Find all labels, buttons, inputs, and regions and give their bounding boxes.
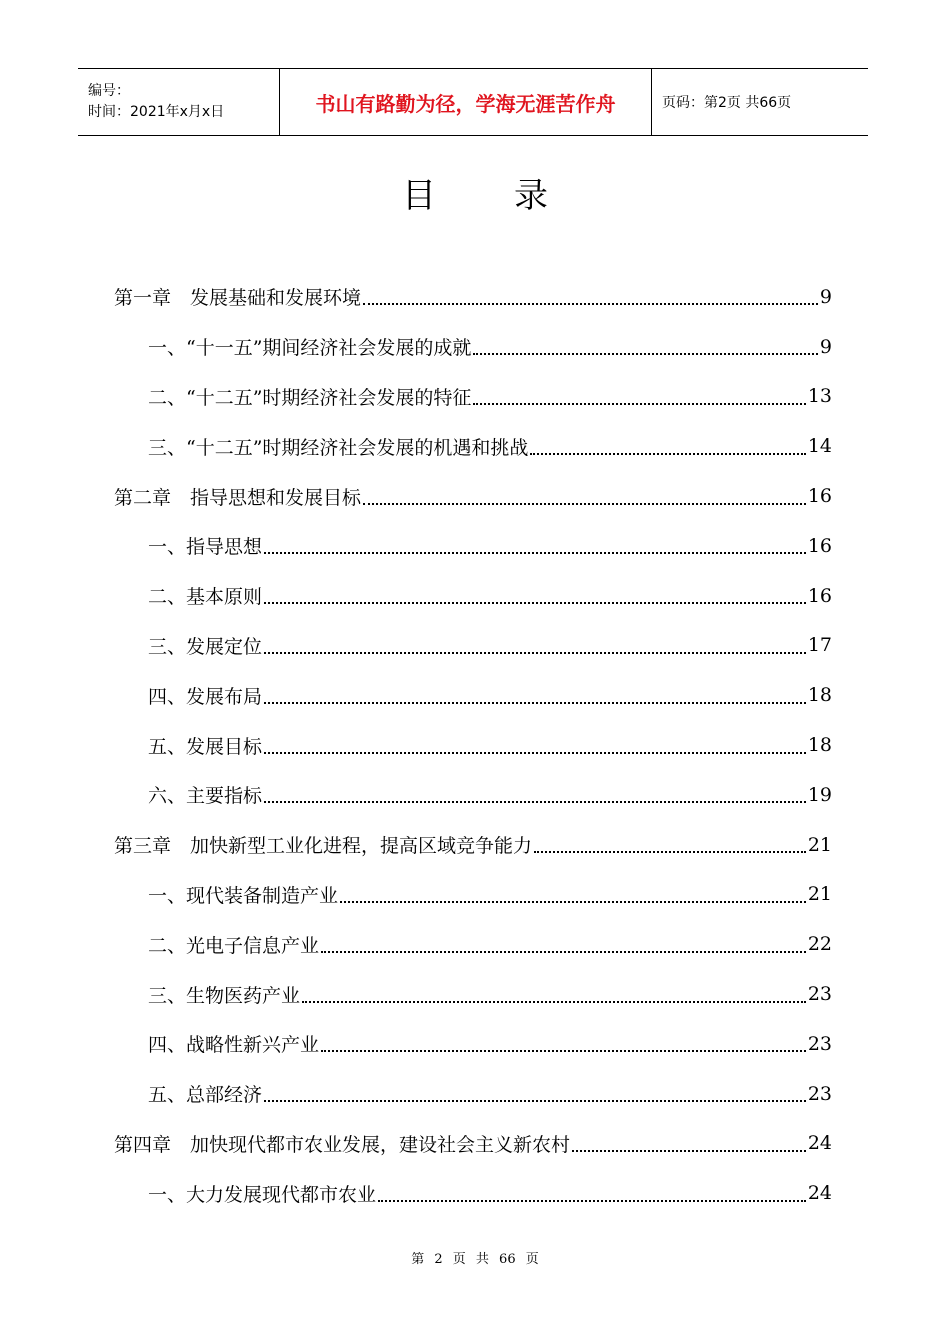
toc-section-entry[interactable] xyxy=(114,521,832,571)
toc-entry-title: 二、“十二五”时期经济社会发展的特征 xyxy=(148,386,472,409)
toc-page-number: 21 xyxy=(807,833,832,856)
toc-entry-title: 一、指导思想 xyxy=(148,536,263,559)
toc-section-entry[interactable] xyxy=(114,770,832,820)
toc-dot-leader xyxy=(363,484,806,505)
toc-entry-title: 一、大力发展现代都市农业 xyxy=(148,1183,377,1206)
toc-dot-leader xyxy=(378,1181,806,1202)
header-page-cell xyxy=(652,69,868,135)
toc-page-number: 23 xyxy=(807,1082,832,1105)
header-motto-cell xyxy=(280,69,652,135)
toc-dot-leader xyxy=(264,683,806,704)
toc-entry-title: 六、主要指标 xyxy=(148,785,263,808)
toc-dot-leader xyxy=(321,1031,806,1052)
toc-chapter-entry[interactable] xyxy=(114,1119,832,1169)
toc-page-number: 22 xyxy=(807,933,832,956)
toc-section-entry[interactable] xyxy=(114,1019,832,1069)
toc-section-entry[interactable] xyxy=(114,1069,832,1119)
toc-section-entry[interactable] xyxy=(114,720,832,770)
toc-page-number: 19 xyxy=(807,783,832,806)
toc-page-number: 16 xyxy=(807,485,832,508)
toc-dot-leader xyxy=(473,334,817,355)
toc-entry-title: 二、基本原则 xyxy=(148,586,263,609)
toc-dot-leader xyxy=(264,633,806,654)
toc-entry-title: 四、发展布局 xyxy=(148,685,263,708)
toc-page-number: 18 xyxy=(807,684,832,707)
toc-dot-leader xyxy=(534,832,806,853)
toc-entry-title: 三、生物医药产业 xyxy=(148,984,301,1007)
toc-dot-leader xyxy=(572,1131,806,1152)
page-title: 目录 xyxy=(402,176,626,216)
toc-page-number: 21 xyxy=(807,883,832,906)
toc-dot-leader xyxy=(264,782,806,803)
header-page-code: 页码：第2页 共66页 xyxy=(662,95,792,111)
toc-chapter-entry[interactable] xyxy=(114,471,832,521)
document-header xyxy=(78,68,868,136)
toc-dot-leader xyxy=(340,882,806,903)
toc-page-number: 24 xyxy=(807,1132,832,1155)
toc-dot-leader xyxy=(473,384,805,405)
toc-page-number: 14 xyxy=(807,435,832,458)
toc-dot-leader xyxy=(264,1081,806,1102)
toc-dot-leader xyxy=(530,434,805,455)
toc-chapter-entry[interactable] xyxy=(114,820,832,870)
toc-entry-title: 第三章 加快新型工业化进程，提高区域竞争能力 xyxy=(114,835,533,858)
toc-entry-title: 一、现代装备制造产业 xyxy=(148,884,339,907)
table-of-contents xyxy=(114,272,832,1218)
toc-entry-title: 四、战略性新兴产业 xyxy=(148,1034,320,1057)
page-footer: 第 2 页 共 66 页 xyxy=(411,1252,539,1267)
toc-dot-leader xyxy=(264,733,806,754)
toc-page-number: 23 xyxy=(807,1032,832,1055)
document-number-label: 编号： xyxy=(88,83,130,99)
toc-dot-leader xyxy=(264,583,806,604)
toc-entry-title: 五、发展目标 xyxy=(148,735,263,758)
toc-section-entry[interactable] xyxy=(114,870,832,920)
toc-section-entry[interactable] xyxy=(114,621,832,671)
toc-page-number: 16 xyxy=(807,584,832,607)
toc-section-entry[interactable] xyxy=(114,372,832,422)
toc-entry-title: 第二章 指导思想和发展目标 xyxy=(114,486,362,509)
toc-page-number: 24 xyxy=(807,1182,832,1205)
toc-entry-title: 三、发展定位 xyxy=(148,635,263,658)
header-motto: 书山有路勤为径，学海无涯苦作舟 xyxy=(315,91,616,116)
header-info-cell xyxy=(78,69,280,135)
document-time-label: 时间：2021年x月x日 xyxy=(88,104,225,120)
toc-page-number: 17 xyxy=(807,634,832,657)
toc-page-number: 23 xyxy=(807,983,832,1006)
toc-section-entry[interactable] xyxy=(114,322,832,372)
toc-section-entry[interactable] xyxy=(114,571,832,621)
toc-dot-leader xyxy=(363,284,818,305)
toc-section-entry[interactable] xyxy=(114,670,832,720)
toc-section-entry[interactable] xyxy=(114,1168,832,1218)
toc-entry-title: 第四章 加快现代都市农业发展，建设社会主义新农村 xyxy=(114,1133,571,1156)
toc-page-number: 18 xyxy=(807,734,832,757)
toc-entry-title: 五、总部经济 xyxy=(148,1084,263,1107)
toc-chapter-entry[interactable] xyxy=(114,272,832,322)
toc-page-number: 9 xyxy=(819,335,832,358)
toc-dot-leader xyxy=(302,982,806,1003)
toc-entry-title: 三、“十二五”时期经济社会发展的机遇和挑战 xyxy=(148,436,529,459)
toc-page-number: 13 xyxy=(807,385,832,408)
toc-section-entry[interactable] xyxy=(114,919,832,969)
toc-section-entry[interactable] xyxy=(114,421,832,471)
toc-section-entry[interactable] xyxy=(114,969,832,1019)
toc-dot-leader xyxy=(321,932,806,953)
toc-entry-title: 一、“十一五”期间经济社会发展的成就 xyxy=(148,337,472,360)
toc-page-number: 9 xyxy=(819,285,832,308)
toc-page-number: 16 xyxy=(807,534,832,557)
toc-entry-title: 二、光电子信息产业 xyxy=(148,934,320,957)
toc-dot-leader xyxy=(264,533,806,554)
toc-entry-title: 第一章 发展基础和发展环境 xyxy=(114,287,362,310)
